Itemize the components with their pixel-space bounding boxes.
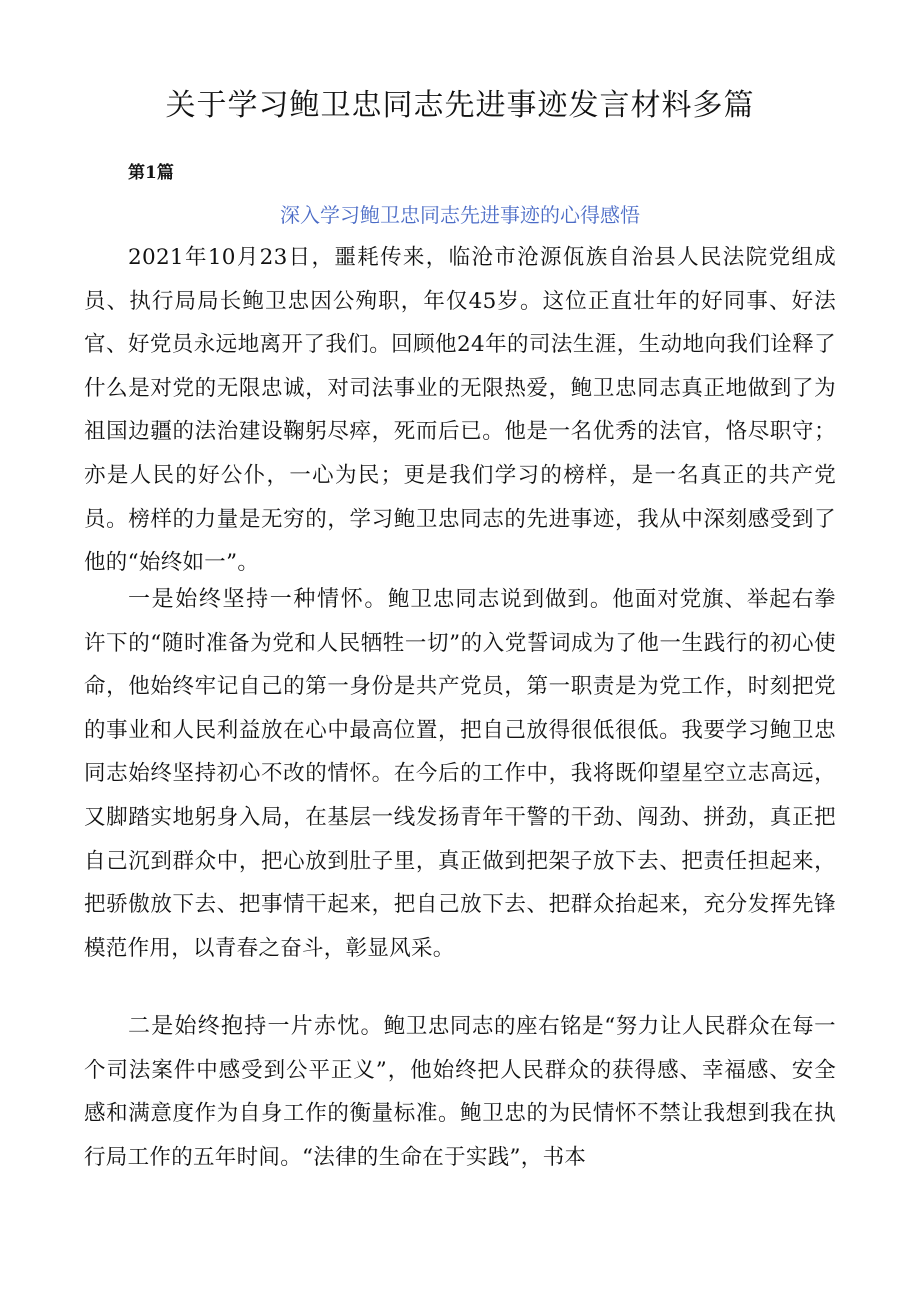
- paragraph-text: 鲍卫忠同志说到做到。他面对党旗、举起右拳许下的“随时准备为党和人民牺牲一切”的入党誓词成为了他一生践行的初心使命，他始终牢记自己的第一身份是共产党员，第一职责是为党工作，时刻把党的事业和人民利益放在心中最高位置，把自己放得很低很低。我要学习鲍卫忠同志始终坚持初心不改的情怀。在今后的工作中，我将既仰望星空立志高远，又脚踏实地躬身入局，在基层一线发扬青年干警的干劲、闯劲、拼劲，真正把自己沉到群众中，把心放到肚子里，真正做到把架子放下去、把责任担起来，把骄傲放下去、把事情干起来，把自己放下去、把群众抬起来，充分发挥先锋模范作用，以青春之奋斗，彰显风采。: [84, 587, 836, 961]
- document-title: 关于学习鲍卫忠同志先进事迹发言材料多篇: [165, 88, 755, 123]
- paragraph-intro: [84, 236, 836, 585]
- paragraph-text: 鲍卫忠同志的座右铭是“努力让人民群众在每一个司法案件中感受到公平正义”，他始终把人民群众的获得感、幸福感、安全感和满意度作为自身工作的衡量标准。鲍卫忠的为民情怀不禁让我想到我在执行局工作的五年时间。“法律的生命在于实践”，书本: [84, 1014, 836, 1170]
- paragraph-lead: 二是始终抱持一片赤忱。: [128, 1014, 384, 1039]
- section-label: 第1篇: [128, 163, 174, 183]
- paragraph-lead: 一是始终坚持一种情怀。: [128, 587, 388, 612]
- paragraph-point-one: [84, 578, 836, 970]
- paragraph-text: 2021年10月23日，噩耗传来，临沧市沧源佤族自治县人民法院党组成员、执行局局长鲍卫忠因公殉职，年仅45岁。这位正直壮年的好同事、好法官、好党员永远地离开了我们。回顾他24年的司法生涯，生动地向我们诠释了什么是对党的无限忠诚，对司法事业的无限热爱，鲍卫忠同志真正地做到了为祖国边疆的法治建设鞠躬尽瘁，死而后已。他是一名优秀的法官，恪尽职守；亦是人民的好公仆，一心为民；更是我们学习的榜样，是一名真正的共产党员。榜样的力量是无穷的，学习鲍卫忠同志的先进事迹，我从中深刻感受到了他的“始终如一”。: [84, 245, 836, 576]
- paragraph-point-two: [84, 1005, 836, 1179]
- article-subtitle: 深入学习鲍卫忠同志先进事迹的心得感悟: [280, 203, 640, 227]
